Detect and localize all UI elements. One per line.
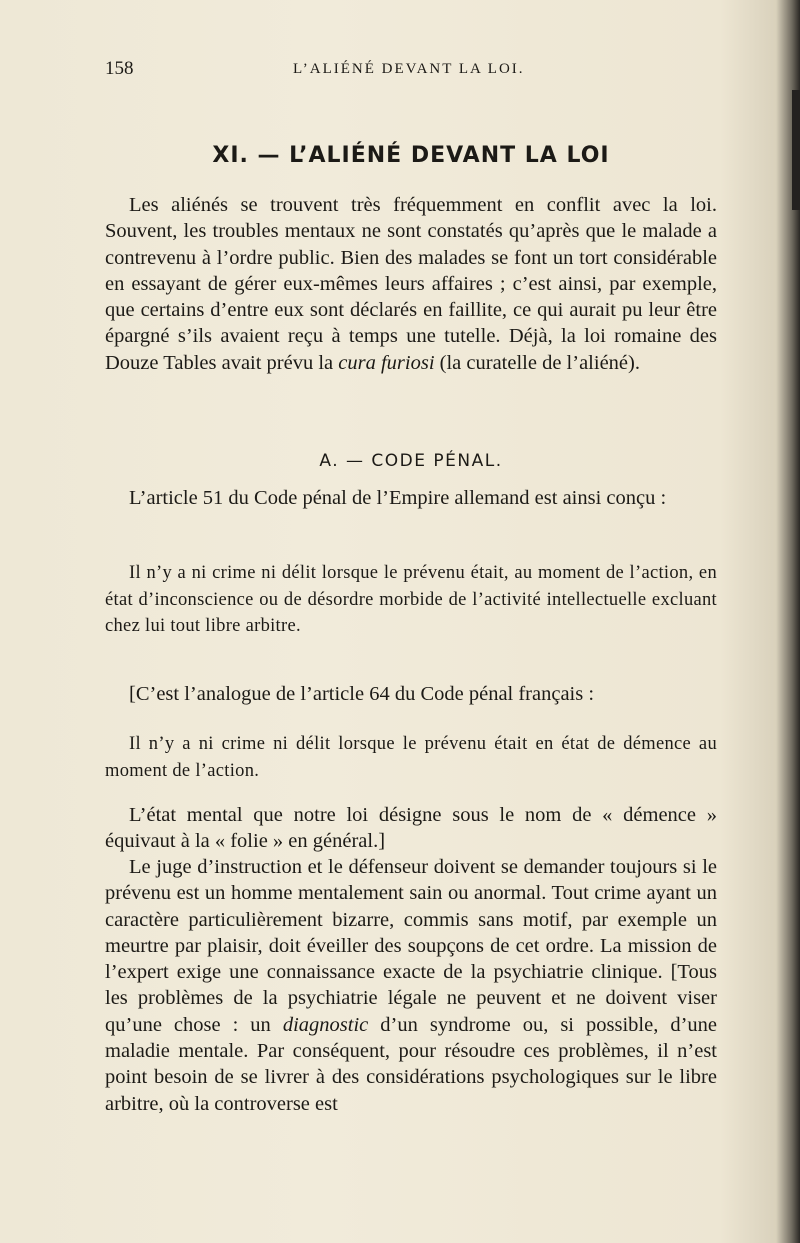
page-edge-shadow: [792, 90, 800, 210]
article-64-block: [105, 681, 717, 707]
intro-paragraph-block: [105, 192, 717, 376]
article-64-paragraph: [C’est l’analogue de l’article 64 du Code pénal français :: [129, 683, 595, 705]
juge-paragraph: [105, 854, 717, 1117]
section-title: A. — CODE PÉNAL.: [319, 451, 503, 471]
etat-mental-block: [105, 802, 717, 855]
page-number: 158: [105, 58, 134, 79]
juge-italic-term: diagnostic: [282, 1013, 369, 1036]
chapter-title: XI. — L’ALIÉNÉ DEVANT LA LOI: [212, 143, 610, 168]
juge-end-text: d’un syndrome ou, si possible, d’une maladie mentale. Par conséquent, pour résoudre ces problèmes, il n’est point besoin de se livrer à des considérations psychologiques sur le libre arbitre, où la controverse est: [105, 1013, 717, 1115]
juge-block: [105, 854, 717, 1117]
quote-1-block: [105, 560, 717, 640]
running-head: L’ALIÉNÉ DEVANT LA LOI.: [293, 61, 525, 77]
intro-text: Les aliénés se trouvent très fréquemment en conflit avec la loi. Souvent, les troubles mentaux ne sont constatés qu’après que le malade a contrevenu à l’ordre public. Bien des malades se font un tort considérable en essayant de gérer eux-mêmes leurs affaires ; c’est ainsi, par exemple, que certains d’entre eux sont déclarés en faillite, ce qui aurait pu leur être épargné s’ils avaient reçu à temps une tutelle. Déjà, la loi romaine des Douze Tables avait prévu la: [105, 194, 717, 374]
article-51-paragraph: L’article 51 du Code pénal de l’Empire allemand est ainsi conçu :: [129, 487, 667, 509]
page-header: [105, 58, 717, 86]
etat-mental-paragraph: L’état mental que notre loi désigne sous le nom de « démence » équivaut à la « folie » en général.]: [105, 804, 717, 853]
intro-paragraph: [105, 192, 717, 376]
quote-1-paragraph: Il n’y a ni crime ni délit lorsque le prévenu était, au moment de l’action, en état d’inconscience ou de désordre morbide de l’activité intellectuelle excluant chez lui tout libre arbitre.: [105, 563, 717, 636]
quote-2-block: [105, 731, 717, 784]
juge-text: Le juge d’instruction et le défenseur doivent se demander toujours si le prévenu est un homme mentalement sain ou anormal. Tout crime ayant un caractère particulièrement bizarre, commis sans motif, par exemple un meurtre par plaisir, doit éveiller des soupçons de cet ordre. La mission de l’expert exige une connaissance exacte de la psychiatrie clinique. [Tous les problèmes de la psychiatrie légale ne peuvent et ne doivent viser qu’une chose : un: [105, 856, 717, 1036]
intro-end-text: (la curatelle de l’aliéné).: [434, 351, 640, 374]
intro-italic-term: cura furiosi: [338, 351, 435, 374]
quote-2-paragraph: Il n’y a ni crime ni délit lorsque le prévenu était en état de démence au moment de l’action.: [105, 734, 717, 781]
article-51-block: [105, 485, 717, 511]
